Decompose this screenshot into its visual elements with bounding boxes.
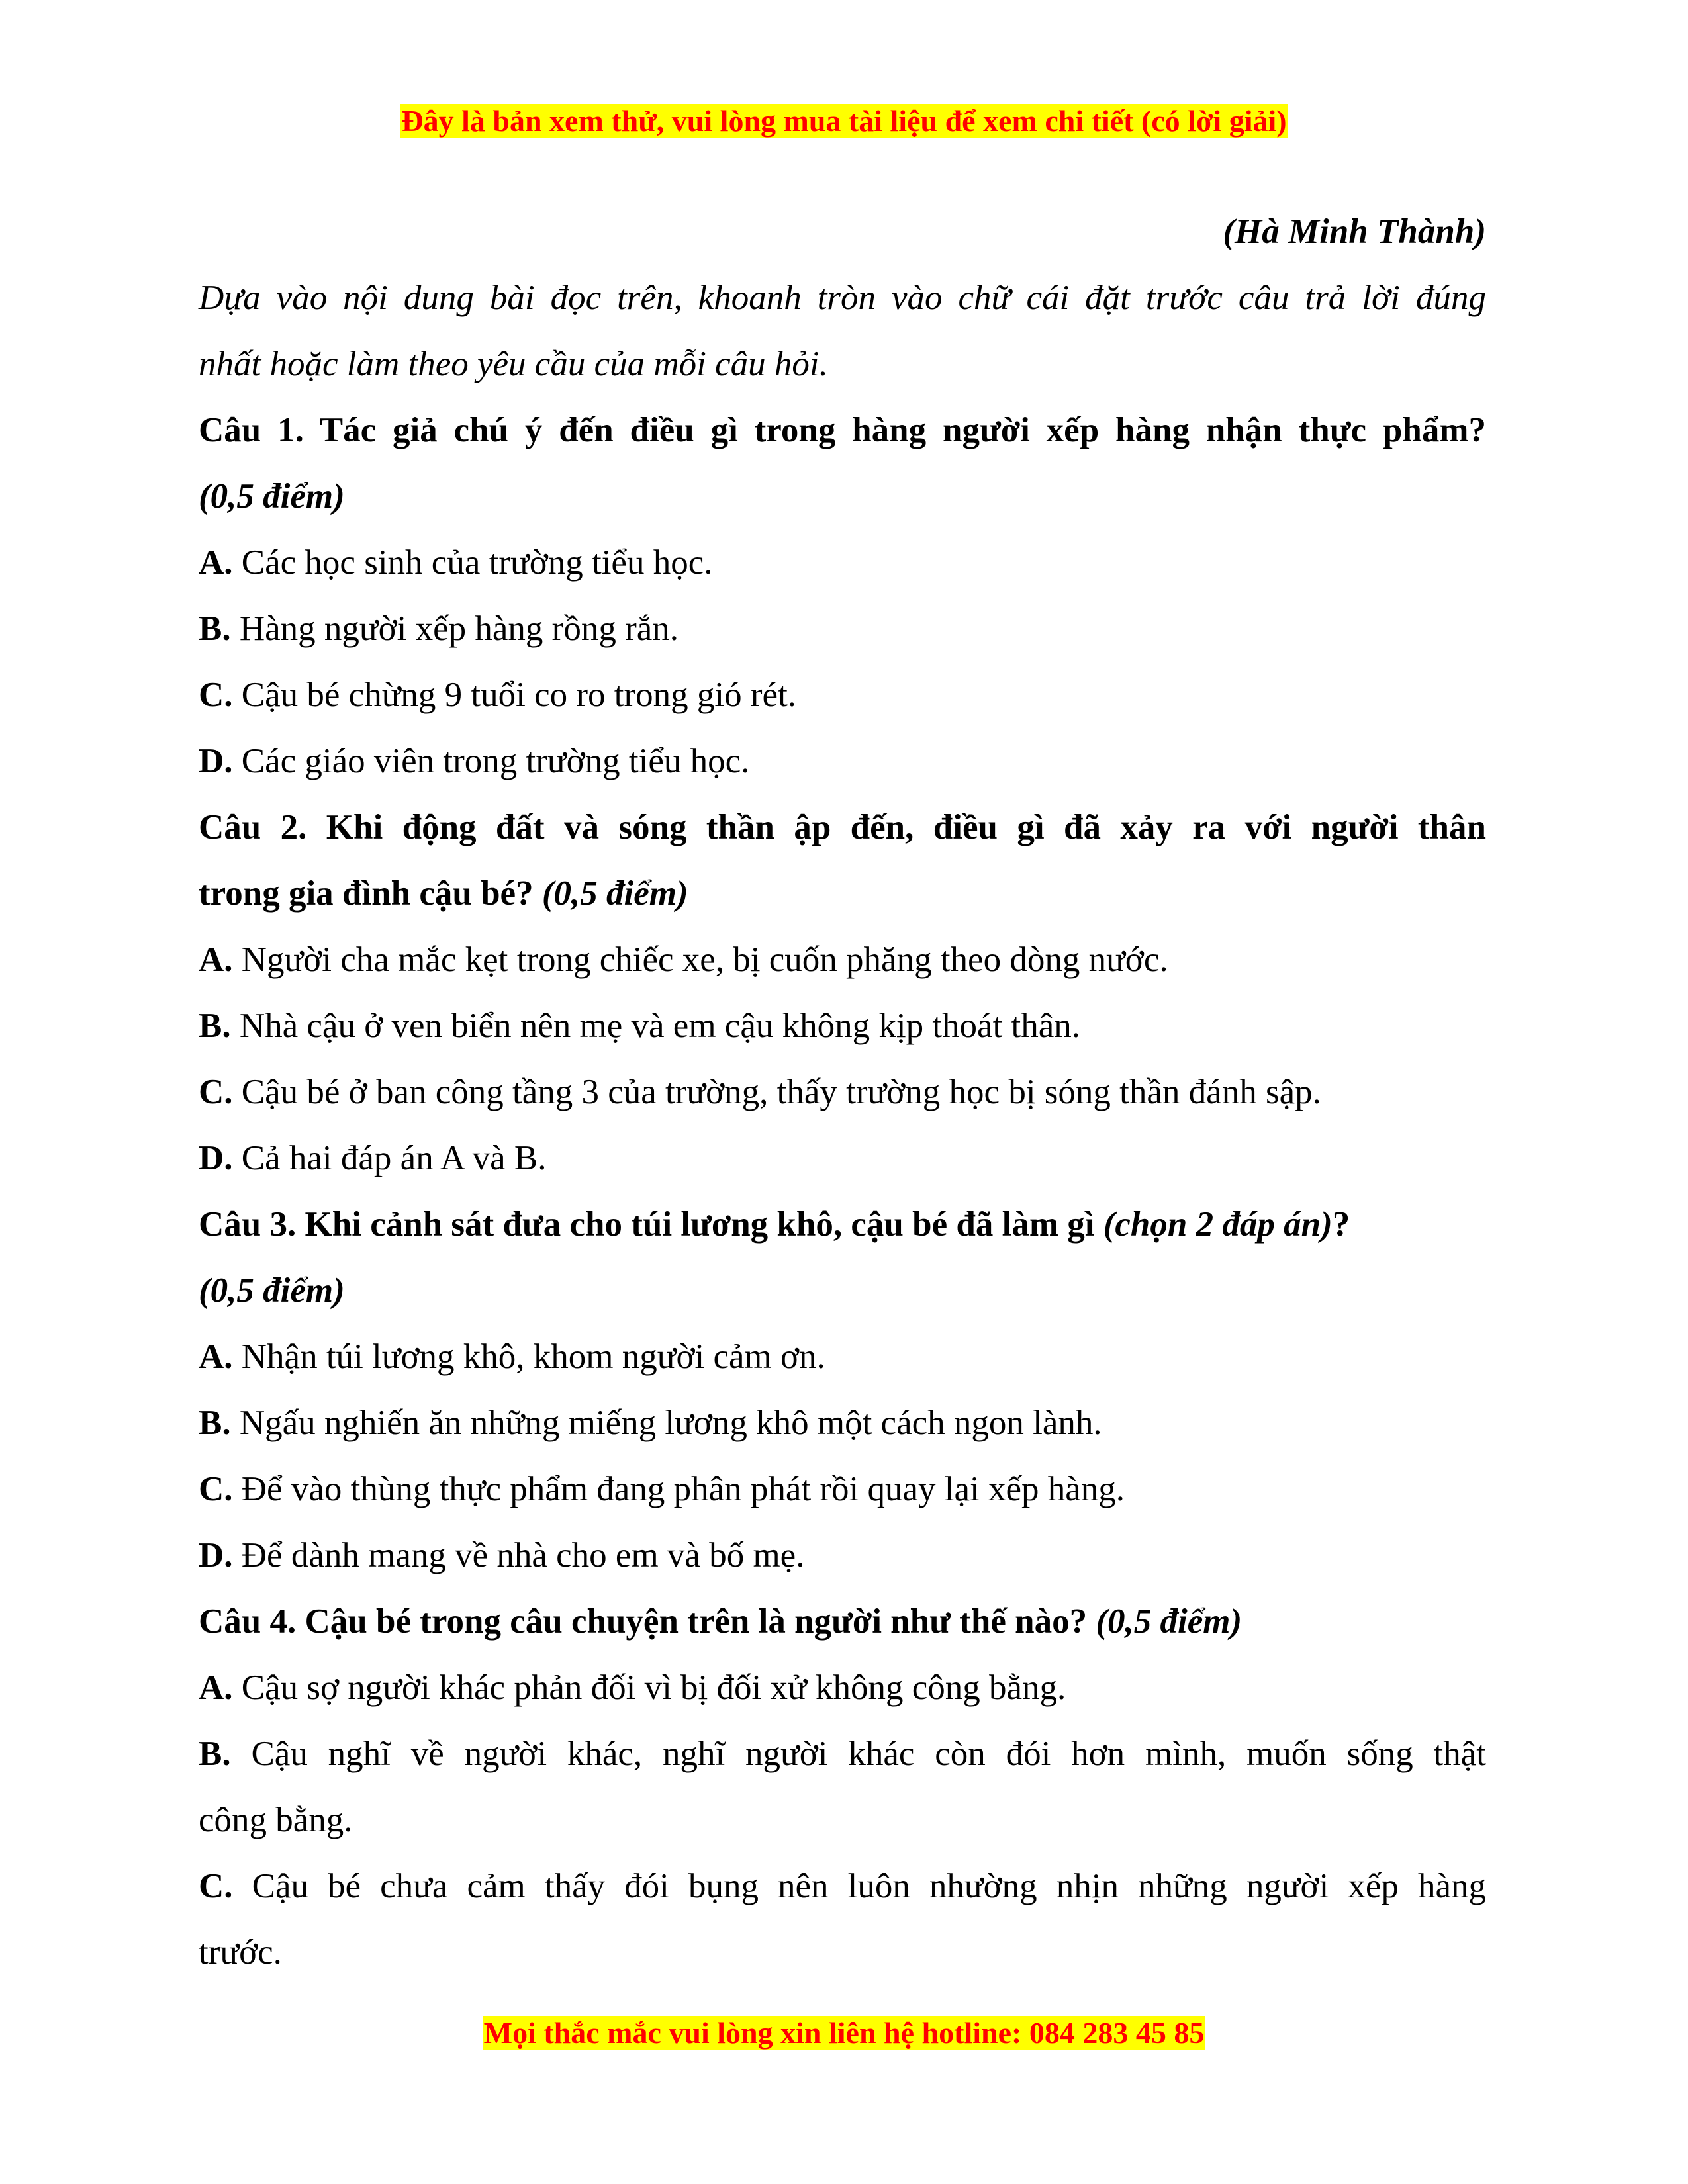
question-2-option-b[interactable] [199,993,1486,1059]
question-2-option-c[interactable] [199,1059,1486,1125]
instruction-line-1: Dựa vào nội dung bài đọc trên, khoanh tròn vào chữ cái đặt trước câu trả lời đúng [199,279,1486,317]
question-1-option-a[interactable] [199,529,1486,596]
question-1-label: Câu 1. [199,411,304,449]
question-1-option-c[interactable] [199,662,1486,728]
option-text: Hàng người xếp hàng rồng rắn. [239,610,679,648]
option-letter: B. [199,1735,231,1773]
question-3-text: Khi cảnh sát đưa cho túi lương khô, cậu bé đã làm gì [305,1205,1095,1244]
option-letter: C. [199,676,233,714]
question-4-option-b-continued: công bằng. [199,1801,353,1839]
question-3-points: (0,5 điểm) [199,1271,345,1310]
option-text: Cả hai đáp án A và B. [241,1139,547,1177]
question-4-option-a[interactable] [199,1655,1486,1721]
author-name: (Hà Minh Thành) [1223,212,1486,251]
question-1-points: (0,5 điểm) [199,477,345,516]
instruction-line-2: nhất hoặc làm theo yêu cầu của mỗi câu hỏi. [199,345,828,383]
question-4-text: Cậu bé trong câu chuyện trên là người như thế nào? [305,1602,1088,1641]
option-text: Cậu nghĩ về người khác, nghĩ người khác còn đói hơn mình, muốn sống thật [251,1735,1487,1773]
option-text: Ngấu nghiến ăn những miếng lương khô một cách ngon lành. [239,1404,1102,1442]
option-text: Nhận túi lương khô, khom người cảm ơn. [241,1338,825,1376]
preview-notice-text: Đây là bản xem thử, vui lòng mua tài liệu để xem chi tiết (có lời giải) [401,104,1287,138]
question-1-text: Tác giả chú ý đến điều gì trong hàng người xếp hàng nhận thực phẩm? [319,411,1486,449]
question-1 [199,397,1486,463]
question-4 [199,1588,1486,1655]
option-letter: A. [199,1668,233,1707]
option-letter: A. [199,1338,233,1376]
option-text: Các học sinh của trường tiểu học. [241,543,713,582]
question-2-points: (0,5 điểm) [541,874,688,913]
question-3-option-a[interactable] [199,1324,1486,1390]
option-text: Cậu sợ người khác phản đối vì bị đối xử không công bằng. [241,1668,1066,1707]
option-letter: D. [199,1536,233,1574]
option-letter: C. [199,1470,233,1508]
option-text: Cậu bé chừng 9 tuổi co ro trong gió rét. [241,676,797,714]
option-letter: D. [199,742,233,780]
question-2-line-2 [199,860,1486,927]
question-3-option-c[interactable] [199,1456,1486,1522]
question-3-option-b[interactable] [199,1390,1486,1456]
question-4-option-b[interactable] [199,1721,1486,1787]
question-2-text-line-1: Khi động đất và sóng thần ập đến, điều gì đã xảy ra với người thân [326,808,1486,846]
option-text: Cậu bé chưa cảm thấy đói bụng nên luôn nhường nhịn những người xếp hàng [252,1867,1486,1905]
option-text: Cậu bé ở ban công tầng 3 của trường, thấy trường học bị sóng thần đánh sập. [241,1073,1321,1111]
question-1-option-d[interactable] [199,728,1486,794]
question-4-label: Câu 4. [199,1602,297,1641]
hotline-footer-banner [0,2015,1688,2052]
question-4-option-c-continued: trước. [199,1933,282,1972]
question-4-option-c[interactable] [199,1853,1486,1919]
question-2 [199,794,1486,860]
option-letter: B. [199,1007,231,1045]
option-text: Để vào thùng thực phẩm đang phân phát rồi quay lại xếp hàng. [241,1470,1125,1508]
question-2-text-line-2: trong gia đình cậu bé? [199,874,534,913]
question-2-option-a[interactable] [199,927,1486,993]
question-4-points: (0,5 điểm) [1096,1602,1243,1641]
question-3 [199,1191,1486,1257]
question-1-option-b[interactable] [199,596,1486,662]
question-2-label: Câu 2. [199,808,307,846]
option-letter: D. [199,1139,233,1177]
option-text: Nhà cậu ở ven biển nên mẹ và em cậu không kịp thoát thân. [239,1007,1081,1045]
option-letter: C. [199,1867,233,1905]
question-3-option-d[interactable] [199,1522,1486,1588]
question-3-label: Câu 3. [199,1205,297,1244]
option-letter: C. [199,1073,233,1111]
preview-notice-banner [0,103,1688,140]
option-letter: B. [199,1404,231,1442]
option-letter: A. [199,543,233,582]
question-3-end: ? [1332,1205,1350,1244]
question-3-note: (chọn 2 đáp án) [1103,1205,1333,1244]
hotline-footer-text: Mọi thắc mắc vui lòng xin liên hệ hotline: 084 283 45 85 [483,2016,1205,2050]
option-letter: A. [199,940,233,979]
option-letter: B. [199,610,231,648]
option-text: Người cha mắc kẹt trong chiếc xe, bị cuốn phăng theo dòng nước. [241,940,1168,979]
option-text: Các giáo viên trong trường tiểu học. [241,742,750,780]
question-2-option-d[interactable] [199,1125,1486,1191]
option-text: Để dành mang về nhà cho em và bố mẹ. [241,1536,805,1574]
